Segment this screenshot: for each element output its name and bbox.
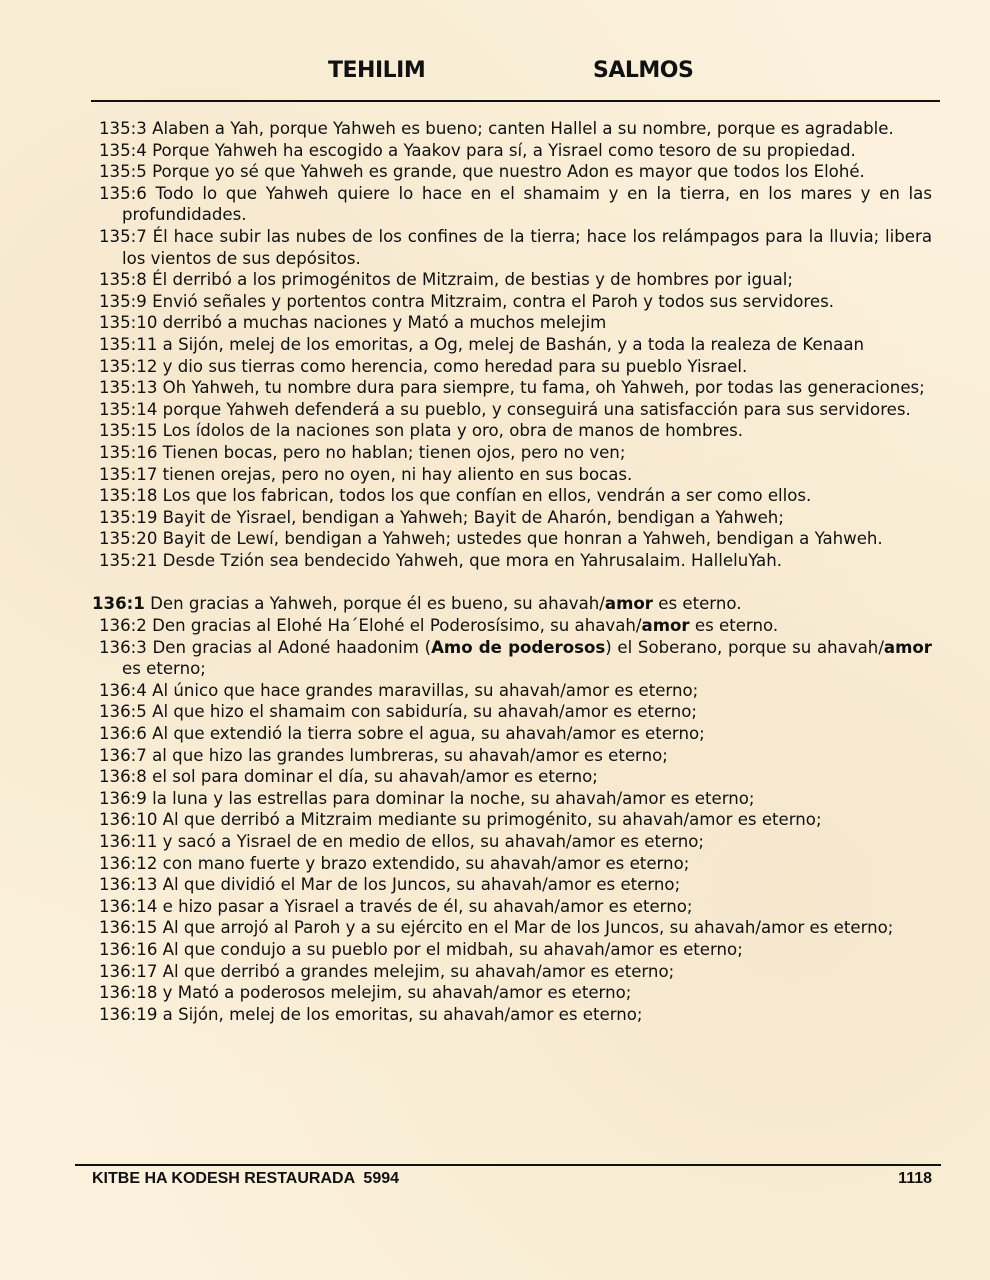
verse-ref: 136:17 (99, 961, 158, 981)
verse-text: al que hizo las grandes lumbreras, su ahavah/amor es eterno; (152, 745, 668, 765)
verse-ref: 135:20 (99, 529, 158, 549)
verse-text: Al que derribó a grandes melejim, su ahavah/amor es eterno; (162, 961, 675, 981)
verse-135-15 (92, 420, 932, 442)
verse-text: Al que derribó a Mitzraim mediante su primogénito, su ahavah/amor es eterno; (162, 810, 822, 830)
scripture-text (92, 118, 932, 1025)
verse-text: Al que condujo a su pueblo por el midbah, su ahavah/amor es eterno; (162, 939, 743, 959)
verse-ref: 136:3 (99, 637, 147, 657)
verse-text: es eterno. (652, 594, 742, 614)
verse-ref: 136:18 (99, 983, 158, 1003)
verse-text: Al que hizo el shamaim con sabiduría, su ahavah/amor es eterno; (152, 702, 697, 722)
verse-136-19 (92, 1004, 932, 1026)
footer-rule (75, 1164, 941, 1166)
verse-136-1 (92, 593, 932, 615)
verse-135-8 (92, 269, 932, 291)
verse-ref: 135:9 (99, 291, 147, 311)
verse-135-16 (92, 442, 932, 464)
verse-ref: 135:19 (99, 507, 158, 527)
verse-136-5 (92, 701, 932, 723)
verse-emphasis: amor (641, 616, 690, 636)
verse-text: la luna y las estrellas para dominar la noche, su ahavah/amor es eterno; (152, 788, 755, 808)
verse-136-12 (92, 853, 932, 875)
verse-text: Al que arrojó al Paroh y a su ejército en el Mar de los Juncos, su ahavah/amor es eterno; (162, 918, 894, 938)
verse-135-10 (92, 312, 932, 334)
verse-ref: 135:18 (99, 486, 158, 506)
verse-text: Desde Tzión sea bendecido Yahweh, que mora en Yahrusalaim. HalleluYah. (162, 550, 783, 570)
verse-text: Todo lo que Yahweh quiere lo hace en el shamaim y en la tierra, en los mares y en las profundidades. (122, 183, 932, 225)
verse-text: y Mató a poderosos melejim, su ahavah/amor es eterno; (162, 983, 632, 1003)
verse-ref: 135:15 (99, 421, 158, 441)
chapter-135 (92, 118, 932, 571)
verse-ref: 136:14 (99, 896, 158, 916)
verse-ref: 135:12 (99, 356, 158, 376)
verse-136-8 (92, 766, 932, 788)
verse-ref: 135:10 (99, 313, 158, 333)
verse-ref: 136:6 (99, 724, 147, 744)
verse-ref: 136:16 (99, 939, 158, 959)
verse-135-20 (92, 528, 932, 550)
verse-ref: 136:13 (99, 875, 158, 895)
verse-text: Al que extendió la tierra sobre el agua, su ahavah/amor es eterno; (152, 724, 705, 744)
verse-ref: 136:2 (99, 616, 147, 636)
chapter-136-verses (92, 680, 932, 1026)
verse-136-15 (92, 917, 932, 939)
verse-ref: 136:7 (99, 745, 147, 765)
verse-136-4 (92, 680, 932, 702)
verse-136-14 (92, 896, 932, 918)
page-number: 1118 (898, 1170, 932, 1187)
verse-text: Den gracias al Elohé Ha´Elohé el Poderosísimo, su ahavah/ (152, 616, 642, 636)
verse-135-5 (92, 161, 932, 183)
verse-text: a Sijón, melej de los emoritas, su ahavah/amor es eterno; (162, 1004, 643, 1024)
verse-ref: 135:5 (99, 162, 147, 182)
verse-136-3 (92, 637, 932, 680)
verse-ref: 135:16 (99, 442, 158, 462)
verse-text: Tienen bocas, pero no hablan; tienen ojos, pero no ven; (162, 442, 626, 462)
verse-ref: 135:3 (99, 119, 147, 138)
verse-text: Él derribó a los primogénitos de Mitzraim, de bestias y de hombres por igual; (152, 270, 793, 290)
verse-text: Den gracias a Yahweh, porque él es bueno, su ahavah/ (150, 594, 605, 614)
verse-text: Al que dividió el Mar de los Juncos, su ahavah/amor es eterno; (162, 875, 681, 895)
verse-136-2 (92, 615, 932, 637)
verse-135-4 (92, 140, 932, 162)
verse-text: Los que los fabrican, todos los que confían en ellos, vendrán a ser como ellos. (162, 486, 812, 506)
verse-136-10 (92, 809, 932, 831)
header-book-spanish: SALMOS (593, 58, 694, 83)
verse-text: Porque yo sé que Yahweh es grande, que nuestro Adon es mayor que todos los Elohé. (152, 162, 865, 182)
verse-ref: 136:1 (92, 594, 145, 614)
verse-text: a Sijón, melej de los emoritas, a Og, melej de Bashán, y a toda la realeza de Kenaan (162, 334, 865, 354)
header-book-hebrew: TEHILIM (328, 58, 426, 83)
verse-136-9 (92, 788, 932, 810)
verse-ref: 136:19 (99, 1004, 158, 1024)
verse-ref: 135:14 (99, 399, 158, 419)
verse-ref: 136:5 (99, 702, 147, 722)
verse-text: Alaben a Yah, porque Yahweh es bueno; canten Hallel a su nombre, porque es agradable. (152, 119, 894, 138)
verse-ref: 135:13 (99, 378, 158, 398)
verse-text: Porque Yahweh ha escogido a Yaakov para sí, a Yisrael como tesoro de su propiedad. (152, 140, 856, 160)
verse-ref: 136:10 (99, 810, 158, 830)
verse-135-21 (92, 550, 932, 572)
verse-text: Al único que hace grandes maravillas, su ahavah/amor es eterno; (152, 680, 699, 700)
verse-ref: 135:11 (99, 334, 158, 354)
verse-135-18 (92, 485, 932, 507)
verse-135-11 (92, 334, 932, 356)
verse-text: con mano fuerte y brazo extendido, su ahavah/amor es eterno; (162, 853, 690, 873)
verse-text: tienen orejas, pero no oyen, ni hay aliento en sus bocas. (162, 464, 633, 484)
verse-135-12 (92, 356, 932, 378)
verse-ref: 136:4 (99, 680, 147, 700)
verse-135-6 (92, 183, 932, 226)
verse-136-6 (92, 723, 932, 745)
verse-emphasis: amor (604, 594, 653, 614)
verse-ref: 136:12 (99, 853, 158, 873)
verse-text: es eterno; (122, 659, 206, 679)
verse-ref: 136:9 (99, 788, 147, 808)
verse-ref: 136:15 (99, 918, 158, 938)
verse-text: derribó a muchas naciones y Mató a muchos melejim (162, 313, 607, 333)
verse-135-7 (92, 226, 932, 269)
verse-136-11 (92, 831, 932, 853)
verse-ref: 135:7 (99, 226, 147, 246)
verse-135-19 (92, 507, 932, 529)
verse-136-17 (92, 961, 932, 983)
verse-text: Él hace subir las nubes de los confines de la tierra; hace los relámpagos para la lluvia; libera los vientos de sus depósitos. (122, 226, 933, 268)
verse-emphasis: Amo de poderosos (431, 637, 606, 657)
verse-135-14 (92, 399, 932, 421)
verse-136-7 (92, 745, 932, 767)
verse-text: y dio sus tierras como herencia, como heredad para su pueblo Yisrael. (162, 356, 748, 376)
verse-text: Los ídolos de la naciones son plata y oro, obra de manos de hombres. (162, 421, 744, 441)
verse-text: Oh Yahweh, tu nombre dura para siempre, tu fama, oh Yahweh, por todas las generaciones; (162, 378, 925, 398)
verse-ref: 135:17 (99, 464, 158, 484)
footer-title: KITBE HA KODESH RESTAURADA 5994 (92, 1170, 400, 1187)
verse-text: Bayit de Lewí, bendigan a Yahweh; ustedes que honran a Yahweh, bendigan a Yahweh. (162, 529, 883, 549)
chapter-136 (92, 593, 932, 1025)
verse-text: e hizo pasar a Yisrael a través de él, su ahavah/amor es eterno; (162, 896, 693, 916)
verse-text: es eterno. (689, 616, 779, 636)
page-header (0, 58, 990, 90)
verse-ref: 135:6 (99, 183, 147, 203)
verse-text: porque Yahweh defenderá a su pueblo, y conseguirá una satisfacción para sus servidores. (162, 399, 911, 419)
page-footer (92, 1170, 932, 1194)
verse-136-18 (92, 982, 932, 1004)
verse-text: y sacó a Yisrael de en medio de ellos, su ahavah/amor es eterno; (162, 832, 705, 851)
verse-emphasis: amor (883, 637, 932, 657)
verse-text: Den gracias al Adoné haadonim ( (152, 637, 432, 657)
verse-text: ) el Soberano, porque su ahavah/ (605, 637, 884, 657)
verse-136-13 (92, 874, 932, 896)
verse-ref: 136:11 (99, 832, 158, 851)
verse-135-3 (92, 118, 932, 140)
verse-text: Bayit de Yisrael, bendigan a Yahweh; Bayit de Aharón, bendigan a Yahweh; (162, 507, 784, 527)
verse-ref: 136:8 (99, 767, 147, 787)
verse-text: el sol para dominar el día, su ahavah/amor es eterno; (152, 767, 598, 787)
verse-text: Envió señales y portentos contra Mitzraim, contra el Paroh y todos sus servidores. (152, 291, 834, 311)
verse-135-13 (92, 377, 932, 399)
verse-ref: 135:21 (99, 550, 158, 570)
verse-ref: 135:8 (99, 270, 147, 290)
header-rule (91, 100, 940, 102)
verse-136-16 (92, 939, 932, 961)
chapter-gap (92, 571, 932, 593)
verse-135-9 (92, 291, 932, 313)
verse-135-17 (92, 464, 932, 486)
verse-ref: 135:4 (99, 140, 147, 160)
